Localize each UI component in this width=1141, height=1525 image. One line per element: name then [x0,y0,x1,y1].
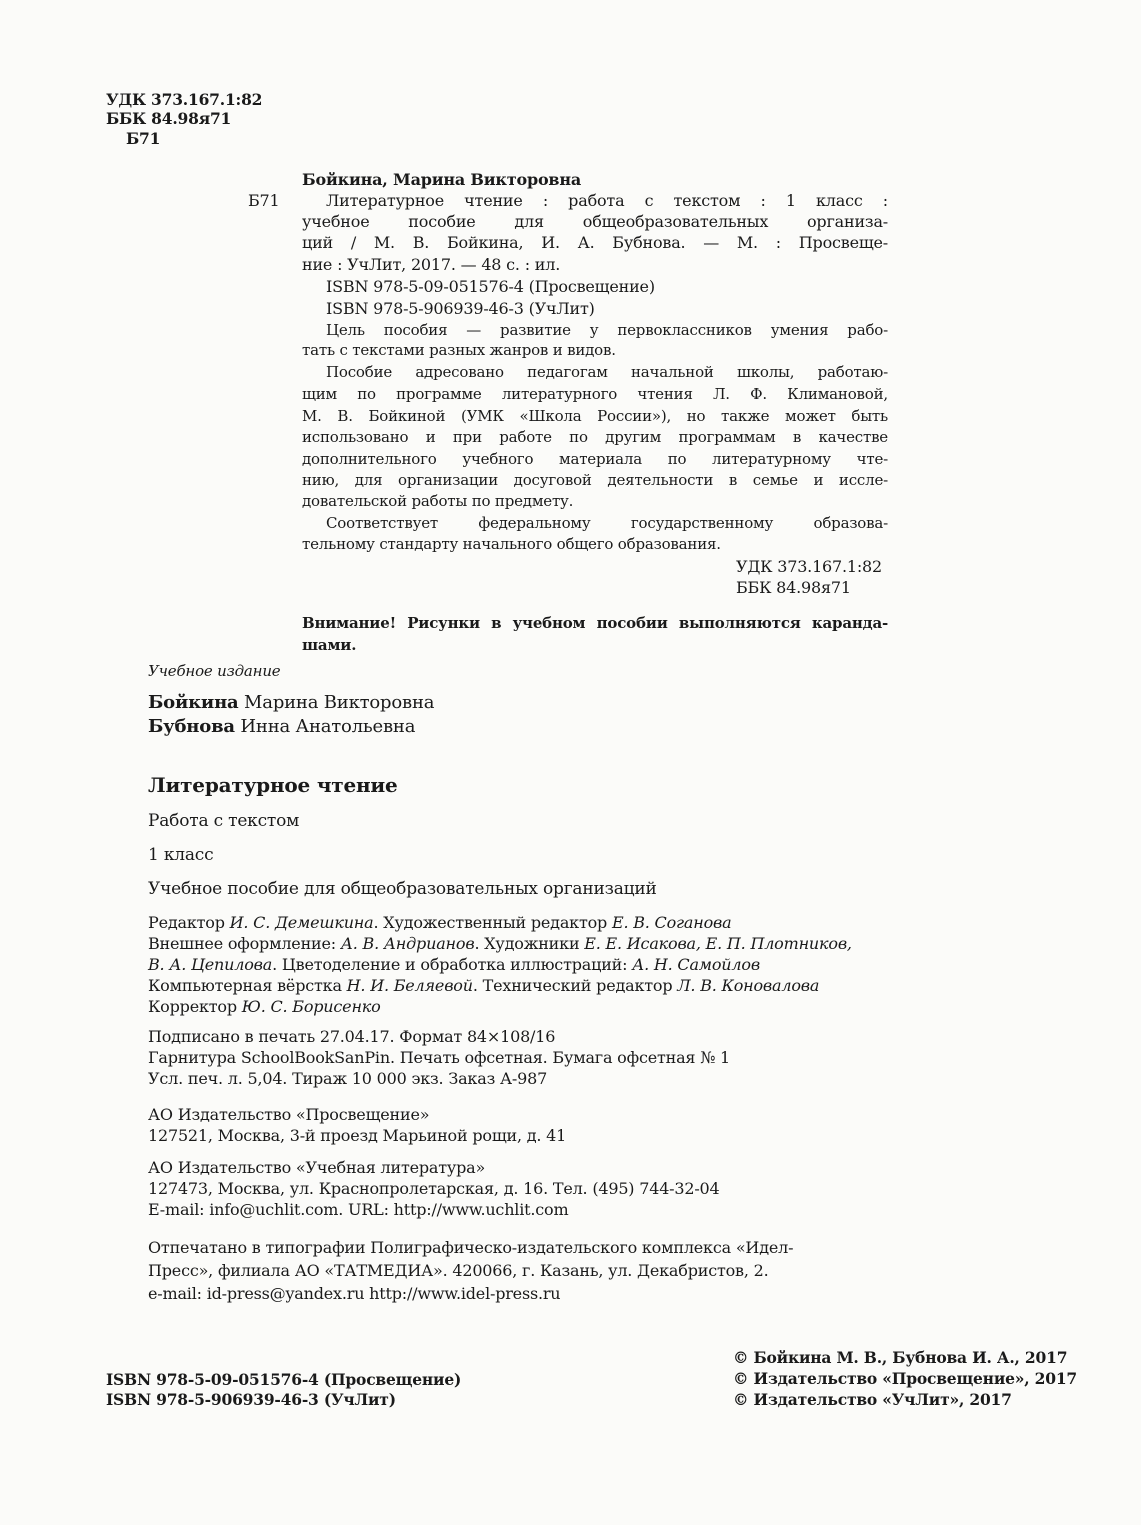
catalog-line: Литературное чтение : работа с текстом : 1 класс : [326,191,888,210]
printer-line: Пресс», филиала АО «ТАТМЕДИА». 420066, г. Казань, ул. Декабристов, 2. [148,1261,769,1280]
catalog-line: довательской работы по предмету. [302,492,574,510]
catalog-line: Пособие адресовано педагогам начальной школы, работаю- [326,363,888,381]
credit-name: В. А. Цепилова [148,955,273,974]
credit-role: . Художественный редактор [373,913,612,932]
author-2-rest: Инна Анатольевна [234,716,416,737]
author-1-rest: Марина Викторовна [238,692,435,713]
catalog-line: учебное пособие для общеобразовательных организа- [302,212,888,231]
credit-name: И. С. Демешкина [229,913,374,932]
publisher-2-line: АО Издательство «Учебная литература» [148,1158,486,1177]
copyright-line: © Бойкина М. В., Бубнова И. А., 2017 [733,1348,1068,1367]
print-line: Подписано в печать 27.04.17. Формат 84×108/16 [148,1027,556,1046]
book-type: Учебное пособие для общеобразовательных организаций [148,879,657,899]
credit-name: Н. И. Беляевой [346,976,473,995]
catalog-line: тельному стандарту начального общего образования. [302,535,721,553]
footer-isbn-line: ISBN 978-5-906939-46-3 (УчЛит) [106,1390,396,1409]
publisher-2-line: E-mail: info@uchlit.com. URL: http://www.uchlit.com [148,1200,569,1219]
copyright-line: © Издательство «УчЛит», 2017 [733,1390,1012,1409]
credit-role: Корректор [148,997,242,1016]
credit-line [148,996,381,1017]
catalog-line: дополнительного учебного материала по литературному чте- [302,450,888,468]
credit-name: А. Н. Самойлов [632,955,760,974]
author-2 [148,716,415,737]
notice-line: Внимание! Рисунки в учебном пособии выполняются каранда- [302,614,888,632]
publisher-1-line: 127521, Москва, 3-й проезд Марьиной рощи, д. 41 [148,1126,567,1145]
printer-line: e-mail: id-press@yandex.ru http://www.idel-press.ru [148,1284,561,1303]
notice-line: шами. [302,636,357,654]
author-1-last: Бойкина [148,692,239,713]
credit-line [148,933,852,954]
footer-isbn-line: ISBN 978-5-09-051576-4 (Просвещение) [106,1370,462,1389]
catalog-line: М. В. Бойкиной (УМК «Школа России»), но также может быть [302,407,888,425]
credit-role: . Цветоделение и обработка иллюстраций: [272,955,633,974]
catalog-line: нию, для организации досуговой деятельности в семье и иссле- [302,471,888,489]
credit-role: Внешнее оформление: [148,934,341,953]
catalog-udk: УДК 373.167.1:82 [736,557,883,576]
catalog-line: Соответствует федеральному государственному образова- [326,514,888,532]
credit-name: Л. В. Коновалова [677,976,820,995]
author-1 [148,692,434,713]
header-code: Б71 [126,129,161,148]
header-bbk: ББК 84.98я71 [106,109,232,128]
publisher-1-line: АО Издательство «Просвещение» [148,1105,430,1124]
credit-name: Ю. С. Борисенко [241,997,381,1016]
credit-role: . Технический редактор [472,976,678,995]
catalog-line: Цель пособия — развитие у первоклассников умения рабо- [326,321,888,339]
credit-name: Е. В. Соганова [611,913,732,932]
catalog-line: использовано и при работе по другим программам в качестве [302,428,888,446]
printer-line: Отпечатано в типографии Полиграфическо-издательского комплекса «Идел- [148,1238,794,1257]
catalog-line: ние : УчЛит, 2017. — 48 с. : ил. [302,255,561,274]
catalog-isbn: ISBN 978-5-906939-46-3 (УчЛит) [326,299,595,318]
book-title: Литературное чтение [148,773,398,797]
credit-role: Компьютерная вёрстка [148,976,347,995]
catalog-line: щим по программе литературного чтения Л. Ф. Климановой, [302,385,888,403]
catalog-line: тать с текстами разных жанров и видов. [302,341,616,359]
credit-role: Редактор [148,913,230,932]
catalog-isbn: ISBN 978-5-09-051576-4 (Просвещение) [326,277,655,296]
print-line: Гарнитура SchoolBookSanPin. Печать офсетная. Бумага офсетная № 1 [148,1048,731,1067]
edition-type: Учебное издание [148,662,281,680]
catalog-author: Бойкина, Марина Викторовна [302,170,582,189]
credit-line [148,954,760,975]
header-udk: УДК 373.167.1:82 [106,90,263,109]
credit-name: А. В. Андрианов [340,934,475,953]
catalog-code: Б71 [248,191,280,210]
catalog-line: ций / М. В. Бойкина, И. А. Бубнова. — М. : Просвеще- [302,233,888,252]
author-2-last: Бубнова [148,716,235,737]
copyright-line: © Издательство «Просвещение», 2017 [733,1369,1077,1388]
publisher-2-line: 127473, Москва, ул. Краснопролетарская, д. 16. Тел. (495) 744-32-04 [148,1179,720,1198]
credit-role: . Художники [474,934,585,953]
credit-line [148,912,731,933]
credit-line [148,975,819,996]
book-grade: 1 класс [148,845,214,865]
book-subtitle: Работа с текстом [148,811,300,831]
catalog-bbk: ББК 84.98я71 [736,578,851,597]
print-line: Усл. печ. л. 5,04. Тираж 10 000 экз. Заказ А-987 [148,1069,548,1088]
credit-name: Е. Е. Исакова, Е. П. Плотников, [584,934,852,953]
